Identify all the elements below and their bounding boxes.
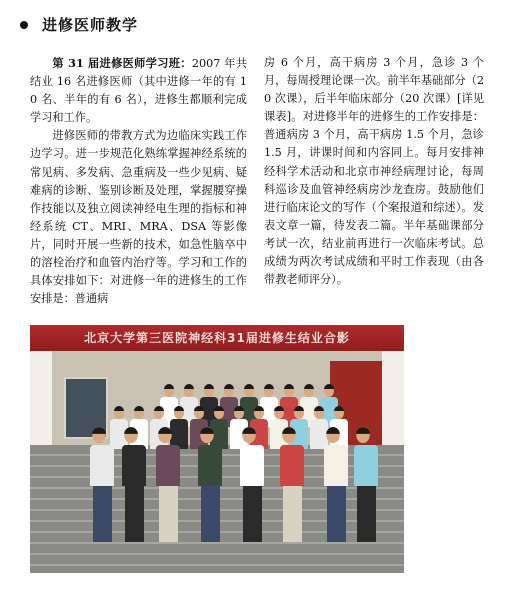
section-heading <box>20 14 138 35</box>
lead-label: 第 31 届进修医师学习班： <box>52 56 192 70</box>
left-column <box>30 54 247 308</box>
group-photo <box>30 325 404 573</box>
bullet-icon <box>20 21 28 29</box>
paragraph-1-text: 2007 年共结业 16 名进修医师（其中进修一年的有 10 名、半年的有 6 名），进修生都顺利完成学习和工作。 <box>30 57 248 125</box>
heading-text: 进修医师教学 <box>42 16 139 34</box>
right-column-text: 房 6 个月，高干病房 3 个月，急诊 3 个月，每周授理论课一次。前半年基础部分（20 次课），后半年临床部分（20 次课）[详见课表]。对进修半年的进修生的工作安排是：普通病房 3 个月，高干病房 1.5 个月，急诊 1.5 月，讲课时间和内容同上。每月安排神经科学术活动和北京市神经病理讨论，每周科巡诊及血管神经病房沙龙查房。鼓励他们进行临床论文的写作（个案报道和综述）。发表文章一篇，待发表二篇。半年基础课部分考试一次，结业前再进行一次临床考试。总成绩为两次考试成绩和平时工作表现（由各带教老师评分）。 <box>264 56 484 287</box>
paragraph-1 <box>30 54 247 127</box>
right-column <box>264 54 484 289</box>
paragraph-2: 进修医师的带教方式为边临床实践工作边学习。进一步规范化熟练掌握神经系统的常见病、多发病、急重病及一些少见病、疑难病的诊断、鉴别诊断及处理，掌握腰穿操作技能以及独立阅读神经电生理的指标和神经系统 CT、MRI、MRA、DSA 等影像片，同时开展一些新的技术，如急性脑卒中的溶栓治疗和血管内治疗等。学习和工作的具体安排如下：对进修一年的进修生的工作安排是：普通病 <box>30 129 247 306</box>
photo-banner: 北京大学第三医院神经科31届进修生结业合影 <box>30 325 404 351</box>
